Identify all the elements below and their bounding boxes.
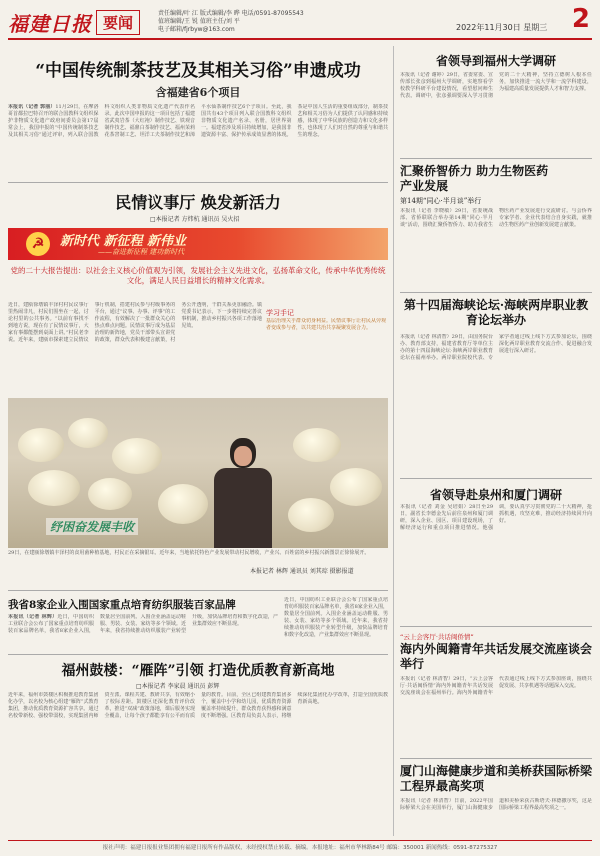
editors-info: 责任编辑/叶 江 版式编辑/李 晔 电话/0591-87095543 值班编辑/王 锐 值班主任/刘 平 电子邮箱/fjrbyw@163.com [158, 10, 304, 33]
mushroom-shape [330, 468, 382, 506]
mushroom-shape [293, 428, 341, 462]
story-c-headline: 福州鼓楼：“雁阵”引领 打造优质教育新高地 [61, 663, 335, 679]
divider-3 [8, 654, 388, 655]
right-divider-2 [400, 292, 592, 293]
right-headline-6: 厦门山海健康步道和美桥获国际桥梁工程界最高奖项 [400, 764, 593, 793]
feature-photo [8, 398, 388, 548]
lead-body [8, 104, 388, 178]
mushroom-shape [112, 438, 162, 474]
right-divider-1 [400, 158, 592, 159]
lead-subtitle: 含福建省6个项目 [155, 86, 241, 99]
mushroom-shape [68, 418, 108, 448]
masthead [8, 6, 592, 40]
photo-credit: 本报记者 林辉 通讯员 刘其琮 摄影报道 [250, 568, 354, 575]
lead-body-text: 11月29日，在摩洛哥首都拉巴特召开的联合国教科文组织保护非物质文化遗产政府间委员会第17届常会上，我国申报的“中国传统制茶技艺及其相关习俗”通过评审，列入联合国教科文组织人类非物质文化遗产代表作名录。此次中国申报的这一项目包括了福建省武夷岩茶（大红袍）制作技艺、铁观音制作技艺、福鼎白茶制作技艺、福州茉莉花茶窨制工艺、坦洋工夫茶制作技艺和漳平水仙茶制作技艺6个子项目。至此，我国共有43个项目列入联合国教科文组织非物质文化遗产名录、名册，居世界第一。福建省涉及项目持续增加，是我国非遗资源丰富、保护传承成效显著的体现。茶是中国人生活的重要组成部分，制茶技艺和相关习俗为人们提供了认同感和持续感，体现了中华民族的创造力和文化多样性，也体现了人们对自然的尊重与和谐共生的理念。 [8, 104, 388, 138]
feature-byline: □本报记者 方炜杭 通讯员 吴火招 [150, 216, 240, 223]
right-body-6: 本报讯（记者 林清智）日前，2022年国际桥梁大会在美国举行，厦门山海健康步道和美桥荣获古斯塔夫·林德撒尔奖，这是国际桥梁工程界最高奖项之一。 [400, 798, 592, 811]
column-divider [393, 46, 394, 836]
banner-subtitle: ——奋进新征程 建功新时代 [98, 248, 185, 256]
right-tag-5: “云上会客厅·共话闽侨情” [400, 633, 474, 641]
right-headline-1: 省领导到福州大学调研 [435, 54, 556, 68]
right-headline-2: 汇聚侨智侨力 助力生物医药产业发展 [400, 164, 549, 193]
story-b-body [8, 614, 278, 650]
right-headline-5: 海内外闽籍青年共话发展交流座谈会举行 [400, 642, 593, 671]
right-body-5: 本报讯（记者 林清智）29日，“云上会客厅·共话闽侨情”海内外闽籍青年共话发展交流座谈会在福州举行。海内外闽籍青年代表通过线上线下方式参加座谈，围绕共促发展、共享机遇等话题深入交流。 [400, 676, 592, 696]
photo-caption: 29日，在建瓯徐墩镇丰泽村的食用菌种植基地，村民正在采摘银耳。近年来，当地依托特色产业发展带动村民增收，产业兴、百姓富的乡村振兴新图景正徐徐展开。 [8, 550, 370, 556]
divider-2 [8, 590, 388, 591]
right-divider-3 [400, 478, 592, 479]
newspaper-logo: 福建日报 [8, 12, 92, 36]
right-divider-4 [400, 626, 592, 627]
mushroom-shape [88, 478, 132, 510]
theme-banner [8, 228, 388, 260]
mushroom-shape [158, 484, 208, 524]
story-c-body: 近年来，福州市鼓楼区积极推进教育集团化办学，以名校为核心组建“雁阵”式教育集团，推动优质教育资源扩容共享。通过名校带新校、强校带弱校，实现集团内师资互派、课程共建、教研共享，有效缩小了校际差距。鼓楼区还深化教育评价改革，推进“双减”政策落地，课后服务实现全覆盖，让每个孩子都能享有公平而有质量的教育。目前，全区已组建教育集团多个，覆盖中小学和幼儿园，优质教育资源覆盖率持续提升，群众教育获得感和满意度不断增强。区教育局负责人表示，将继续深化集团化办学改革，打造全国优质教育新高地。 [8, 692, 388, 719]
right-body-3: 本报讯（记者 林清智）29日，由国务院台办、教育部支持，福建省教育厅等单位主办的第十四届海峡论坛·海峡两岸职业教育论坛在福州举办。两岸职业院校代表、专家学者通过线上线下方式参加论坛，围绕深化两岸职业教育交流合作、促进融合发展进行深入研讨。 [400, 334, 592, 361]
report-quote: 党的二十大报告提出：以社会主义核心价值观为引领，发展社会主义先进文化，弘扬革命文化，传承中华优秀传统文化，满足人民日益增长的精神文化需求。 [10, 266, 386, 285]
divider-1 [8, 182, 388, 183]
banner-title: 新时代 新征程 新伟业 [60, 234, 187, 249]
page-footer: 报社声明：福建日报报业集团拥有福建日报所有作品版权，未经授权禁止转载、摘编。本报地址：福州市华林路84号 邮编：350001 新闻热线：0591-87275327 [8, 840, 592, 851]
party-emblem-icon: ☭ [26, 232, 50, 256]
right-body-1: 本报讯（记者 谢婷）29日，省委常委、宣传部长张彦到福州大学调研，实地察看学校教学科研平台建设情况，看望慰问师生代表。调研中，张彦强调要深入学习贯彻党的二十大精神，坚持立德树人根本任务，加快推进一流大学和一流学科建设，为福建高质量发展提供人才和智力支撑。 [400, 72, 592, 99]
story-b-sidebar: 近日，中国纺织工业联合会公布了国家重点培育纺织服装百家品牌名单，我省8家企业入围，数量居全国前列。入围企业涵盖运动鞋服、男装、女装、家纺等多个领域。近年来，我省持续推动纺织服装产业转型升级，加快品牌培育和数字化改造，产业集群效应不断显现。 [284, 597, 388, 638]
study-notes-label: 学习手记 [266, 309, 294, 317]
lead-headline: “中国传统制茶技艺及其相关习俗”申遗成功 [35, 61, 361, 81]
study-notes: 基层治理关乎群众切身利益。民情议事厅让村民从旁观者变成参与者，以共建共治共享凝聚发展合力。 [266, 318, 387, 331]
right-divider-5 [400, 758, 592, 759]
mushroom-shape [28, 470, 80, 506]
right-body-4: 本报讯（记者 刘金 吴培娟）28日至29日，副省长李德金先后前往泉州和厦门调研，深入企业、园区、项目建设现场，了解经济运行和重点项目推进情况。他强调，要认真学习贯彻党的二十大精神，抢抓机遇，攻坚克难，推动经济持续回升向好。 [400, 504, 592, 531]
mushroom-shape [288, 498, 334, 532]
right-headline-3: 第十四届海峡论坛·海峡两岸职业教育论坛举办 [403, 298, 589, 327]
mushroom-shape [18, 428, 64, 462]
issue-date: 2022年11月30日 星期三 [456, 23, 548, 32]
farmer-face [234, 446, 252, 466]
farmer-figure [208, 438, 278, 548]
page-number: 2 [571, 4, 590, 34]
section-label: 要闻 [96, 10, 140, 35]
feature-body: 近日，建瓯徐墩镇丰泽村村民议事厅里热闹非凡，村民们围坐在一起，讨论村里的公共事务。“以前有事找不到地方说，现在有了民情议事厅，大家有事都能摆到桌面上讲。”村民老李说。近年来，建瓯市探索建立民情议事厅机制，搭建村民参与村级事务的平台，通过“议事、办事、评事”的工作流程，有效解决了一批群众关心的热点难点问题。民情议事厅成为基层治理的新阵地，党员干部带头宣讲党的政策，群众代表积极建言献策，村务公开透明，干群关系更加融洽。镇党委书记表示，下一步将持续完善议事机制，推动乡村振兴各项工作落地见效。 [8, 302, 262, 343]
right-subtitle-2: 第14期“同心·半月谈”举行 [400, 197, 482, 205]
feature-headline: 民情议事厅 焕发新活力 [115, 193, 281, 212]
story-b-body-text: 近日，中国纺织工业联合会公布了国家重点培育纺织服装百家品牌名单，我省8家企业入围，数量居全国前列。入围企业涵盖运动鞋服、男装、女装、家纺等多个领域。近年来，我省持续推动纺织服装产业转型升级，加快品牌培育和数字化改造，产业集群效应不断显现。 [8, 614, 278, 634]
lead-byline: 本报讯（记者 郭丽） [8, 104, 56, 110]
story-b-byline: 本报讯（记者 林辉） [8, 614, 58, 620]
story-b-headline: 我省8家企业入围国家重点培育纺织服装百家品牌 [8, 599, 236, 611]
right-headline-4: 省领导赴泉州和厦门调研 [429, 488, 562, 502]
story-c-byline: □本报记者 李家晨 通讯员 彭辉 [136, 683, 220, 690]
farmer-body [214, 468, 272, 548]
photo-tag: 纾困奋发展丰收 [46, 518, 138, 535]
right-body-2: 本报讯（记者 李晓敏）29日，省委统战部、省侨联联合举办第14期“同心·半月谈”活动，围绕汇聚侨智侨力、助力我省生物医药产业发展进行交流研讨。与会侨界专家学者、企业代表结合自身实践，就推动生物医药产业创新发展建言献策。 [400, 208, 592, 228]
